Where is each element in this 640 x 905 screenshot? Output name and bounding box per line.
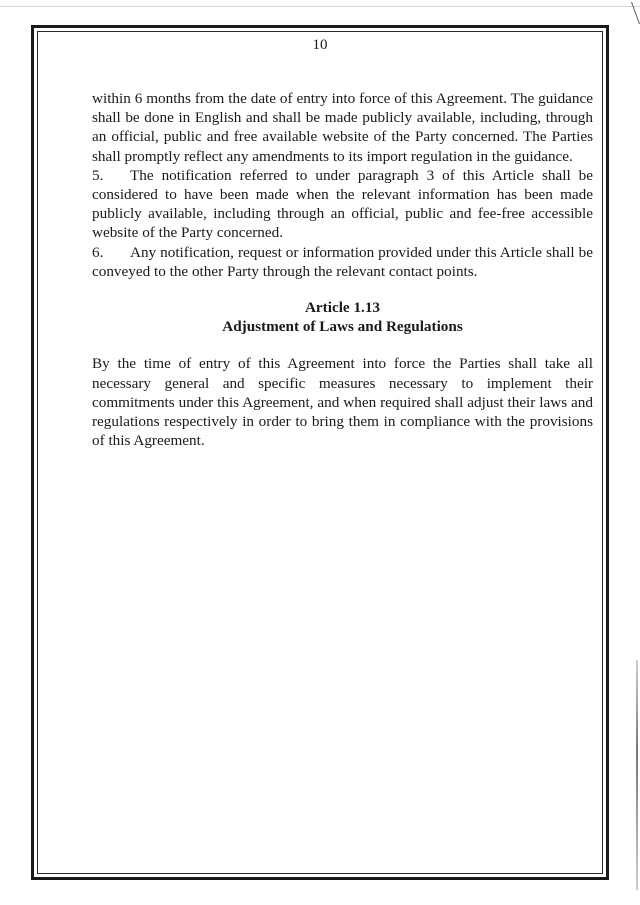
paragraph-5 (92, 166, 593, 243)
article-number: Article 1.13 (304, 299, 381, 317)
page-number: 10 (312, 37, 328, 53)
article-heading-block (92, 298, 593, 336)
paragraph-6 (92, 243, 593, 281)
article-title: Adjustment of Laws and Regulations (222, 318, 463, 336)
scan-edge-right (636, 660, 638, 890)
paragraph-6-text: Any notification, request or information provided under this Article shall be conveyed to the other Party through the relevant contact points. (92, 243, 593, 280)
paragraph-continued: within 6 months from the date of entry into force of this Agreement. The guidance shall be done in English and shall be made publicly available, including, through an official, public and free available website of the Party concerned. The Parties shall promptly reflect any amendments to its import regulation in the guidance. (92, 90, 593, 165)
paragraph-5-text: The notification referred to under paragraph 3 of this Article shall be considered to have been made when the relevant information has been made publicly available, including through an official, public and fee-free accessible website of the Party concerned. (92, 166, 593, 242)
paragraph-6-number: 6. (92, 243, 104, 261)
scan-edge-top (0, 0, 640, 7)
paragraph-5-number: 5. (92, 166, 104, 184)
article-body: By the time of entry of this Agreement into force the Parties shall take all necessary general and specific measures necessary to implement their commitments under this Agreement, and when required shall adjust their laws and regulations respectively in order to bring them in compliance with the provisions of this Agreement. (92, 355, 593, 450)
document-body (92, 89, 593, 450)
